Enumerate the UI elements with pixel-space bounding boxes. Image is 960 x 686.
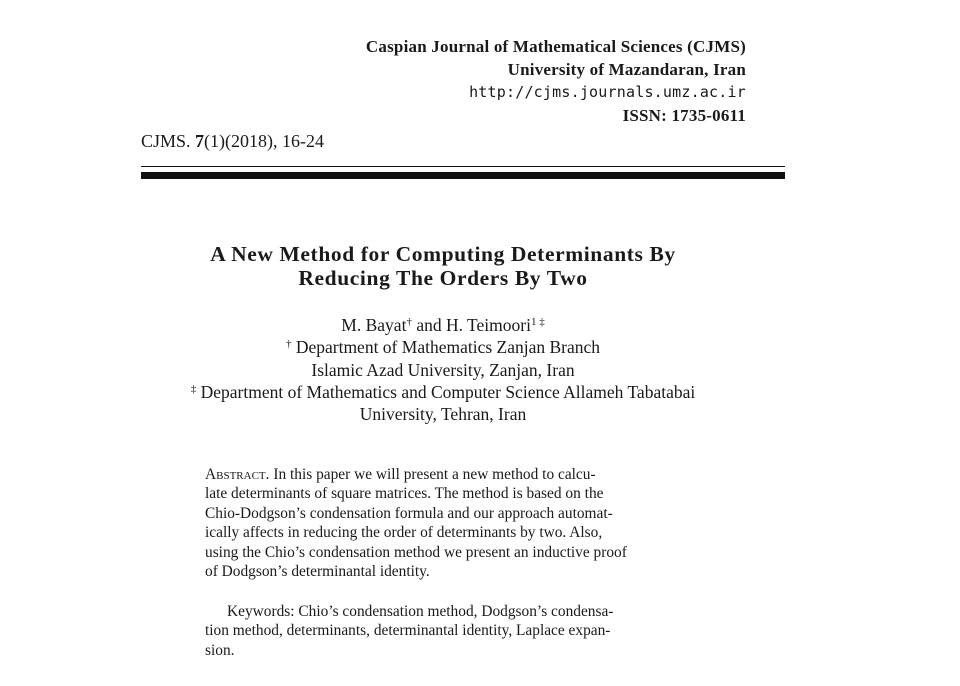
author-1-mark: † bbox=[406, 316, 412, 328]
abstract-line-6: of Dodgson’s determinantal identity. bbox=[205, 563, 430, 581]
abstract bbox=[205, 465, 687, 581]
journal-issn: ISSN: 1735-0611 bbox=[622, 106, 746, 125]
citation-volume: 7 bbox=[195, 131, 205, 151]
keywords-line-3: sion. bbox=[205, 641, 235, 659]
paper-title bbox=[141, 242, 745, 290]
title-line-1: A New Method for Computing Determinants By bbox=[210, 242, 676, 266]
affiliation-2-mark: ‡ bbox=[190, 382, 197, 395]
abstract-line-4: ically affects in reducing the order of determinants by two. Also, bbox=[205, 524, 603, 542]
journal-url[interactable]: http://cjms.journals.umz.ac.ir bbox=[469, 83, 746, 101]
citation-issue-pages: (1)(2018), 16-24 bbox=[204, 131, 325, 151]
abstract-line-2: late determinants of square matrices. The method is based on the bbox=[205, 485, 604, 503]
authors-block bbox=[141, 314, 745, 425]
citation bbox=[141, 131, 324, 152]
affiliation-2-line-2: University, Tehran, Iran bbox=[359, 404, 527, 425]
affiliation-2-dept: Department of Mathematics and Computer Science Allameh Tabatabai bbox=[200, 381, 696, 402]
abstract-line-5: using the Chio’s condensation method we present an inductive proof bbox=[205, 543, 627, 561]
journal-name: Caspian Journal of Mathematical Sciences (CJMS) bbox=[365, 37, 746, 56]
author-joiner: and bbox=[411, 315, 446, 335]
journal-university: University of Mazandaran, Iran bbox=[507, 60, 746, 79]
affiliation-1-mark: † bbox=[285, 338, 292, 351]
author-1: M. Bayat bbox=[341, 315, 407, 335]
header-rule-thick bbox=[141, 172, 785, 179]
affiliation-1-dept: Department of Mathematics Zanjan Branch bbox=[295, 337, 601, 358]
journal-header bbox=[366, 35, 746, 127]
keywords bbox=[205, 602, 687, 660]
author-2: H. Teimoori bbox=[445, 315, 531, 335]
affiliation-2-line-1 bbox=[141, 381, 745, 403]
affiliation-1-line-1 bbox=[141, 336, 745, 358]
citation-prefix: CJMS. bbox=[141, 131, 196, 151]
abstract-line-3: Chio-Dodgson’s condensation formula and our approach automat- bbox=[205, 504, 613, 522]
keywords-line-1: Keywords: Chio’s condensation method, Dodgson’s condensa- bbox=[227, 603, 614, 620]
abstract-text-1: In this paper we will present a new method to calcu- bbox=[269, 466, 596, 483]
author-2-mark: 1 ‡ bbox=[530, 316, 545, 328]
author-line bbox=[141, 314, 745, 336]
header-rule-thin bbox=[141, 166, 785, 167]
keywords-line-2: tion method, determinants, determinantal identity, Laplace expan- bbox=[205, 622, 611, 640]
affiliation-1-line-2: Islamic Azad University, Zanjan, Iran bbox=[311, 359, 575, 380]
abstract-line-1 bbox=[205, 465, 687, 484]
abstract-heading: Abstract. bbox=[205, 466, 270, 483]
title-line-2: Reducing The Orders By Two bbox=[298, 266, 588, 290]
